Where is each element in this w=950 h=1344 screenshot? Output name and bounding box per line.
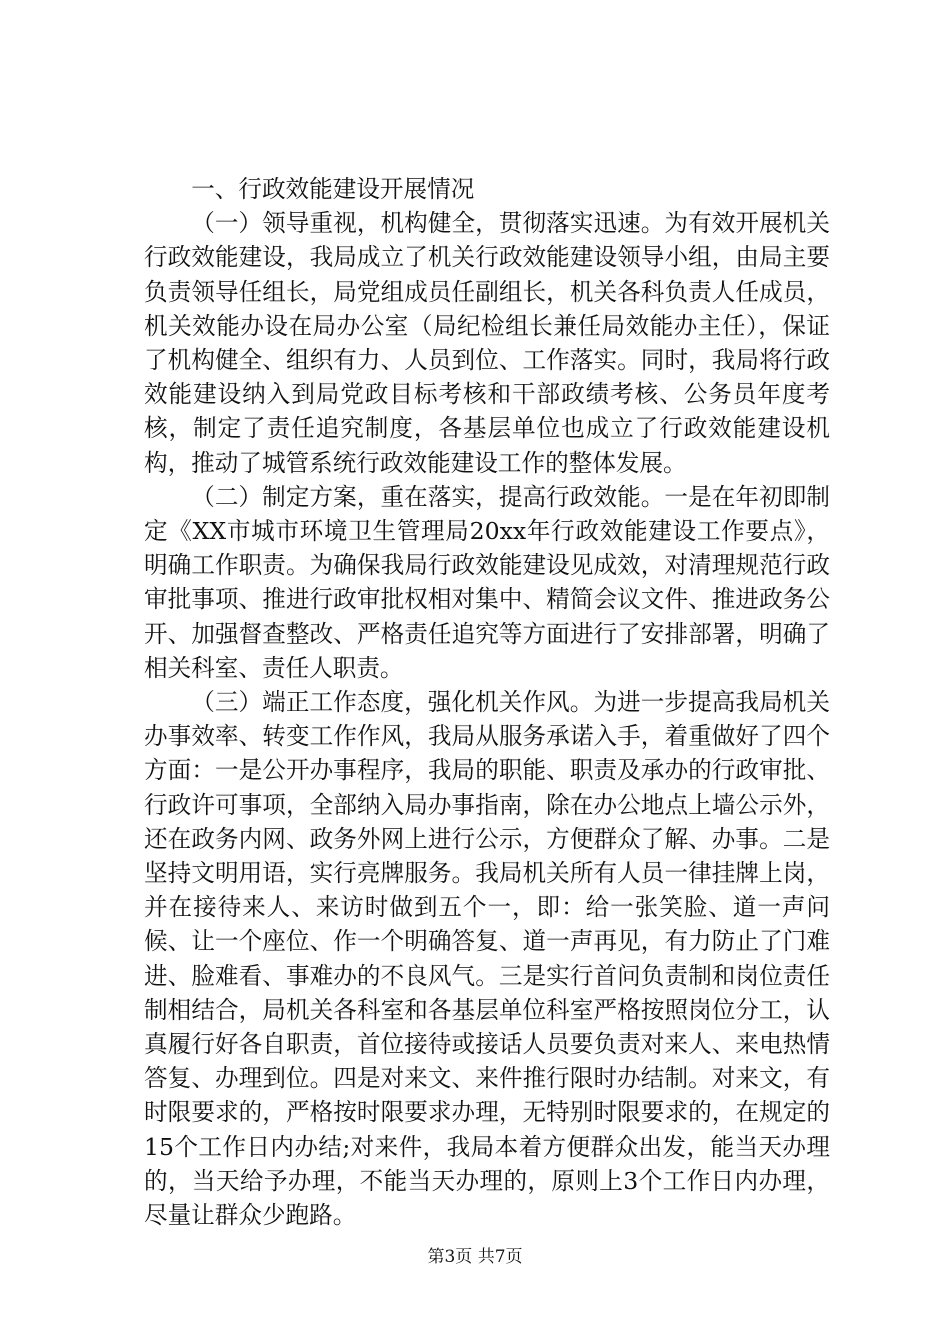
paragraph-2: （二）制定方案，重在落实，提高行政效能。一是在年初即制定《XX市城市环境卫生管理局20xx年行政效能建设工作要点》，明确工作职责。为确保我局行政效能建设见成效，对清理规范行政审批事项、推进行政审批权相对集中、精简会议文件、推进政务公开、加强督查整改、严格责任追究等方面进行了安排部署，明确了相关科室、责任人职责。: [144, 482, 830, 682]
page-number-footer: 第3页 共7页: [427, 1247, 523, 1267]
paragraph-1: （一）领导重视，机构健全，贯彻落实迅速。为有效开展机关行政效能建设，我局成立了机关行政效能建设领导小组，由局主要负责领导任组长，局党组成员任副组长，机关各科负责人任成员，机关效能办设在局办公室（局纪检组长兼任局效能办主任），保证了机构健全、组织有力、人员到位、工作落实。同时，我局将行政效能建设纳入到局党政目标考核和干部政绩考核、公务员年度考核，制定了责任追究制度，各基层单位也成立了行政效能建设机构，推动了城管系统行政效能建设工作的整体发展。: [144, 209, 830, 477]
paragraph-3: （三）端正工作态度，强化机关作风。为进一步提高我局机关办事效率、转变工作作风，我局从服务承诺入手，着重做好了四个方面：一是公开办事程序，我局的职能、职责及承办的行政审批、行政许可事项，全部纳入局办事指南，除在办公地点上墙公示外，还在政务内网、政务外网上进行公示，方便群众了解、办事。二是坚持文明用语，实行亮牌服务。我局机关所有人员一律挂牌上岗，并在接待来人、来访时做到五个一，即：给一张笑脸、道一声问候、让一个座位、作一个明确答复、道一声再见，有力防止了门难进、脸难看、事难办的不良风气。三是实行首问负责制和岗位责任制相结合，局机关各科室和各基层单位科室严格按照岗位分工，认真履行好各自职责，首位接待或接话人员要负责对来人、来电热情答复、办理到位。四是对来文、来件推行限时办结制。对来文，有时限要求的，严格按时限要求办理，无特别时限要求的，在规定的15个工作日内办结;对来件，我局本着方便群众出发，能当天办理的，当天给予办理，不能当天办理的，原则上3个工作日内办理，尽量让群众少跑路。: [144, 688, 830, 1230]
document-body: [144, 172, 830, 1232]
section-heading: 一、行政效能建设开展情况: [191, 175, 475, 203]
